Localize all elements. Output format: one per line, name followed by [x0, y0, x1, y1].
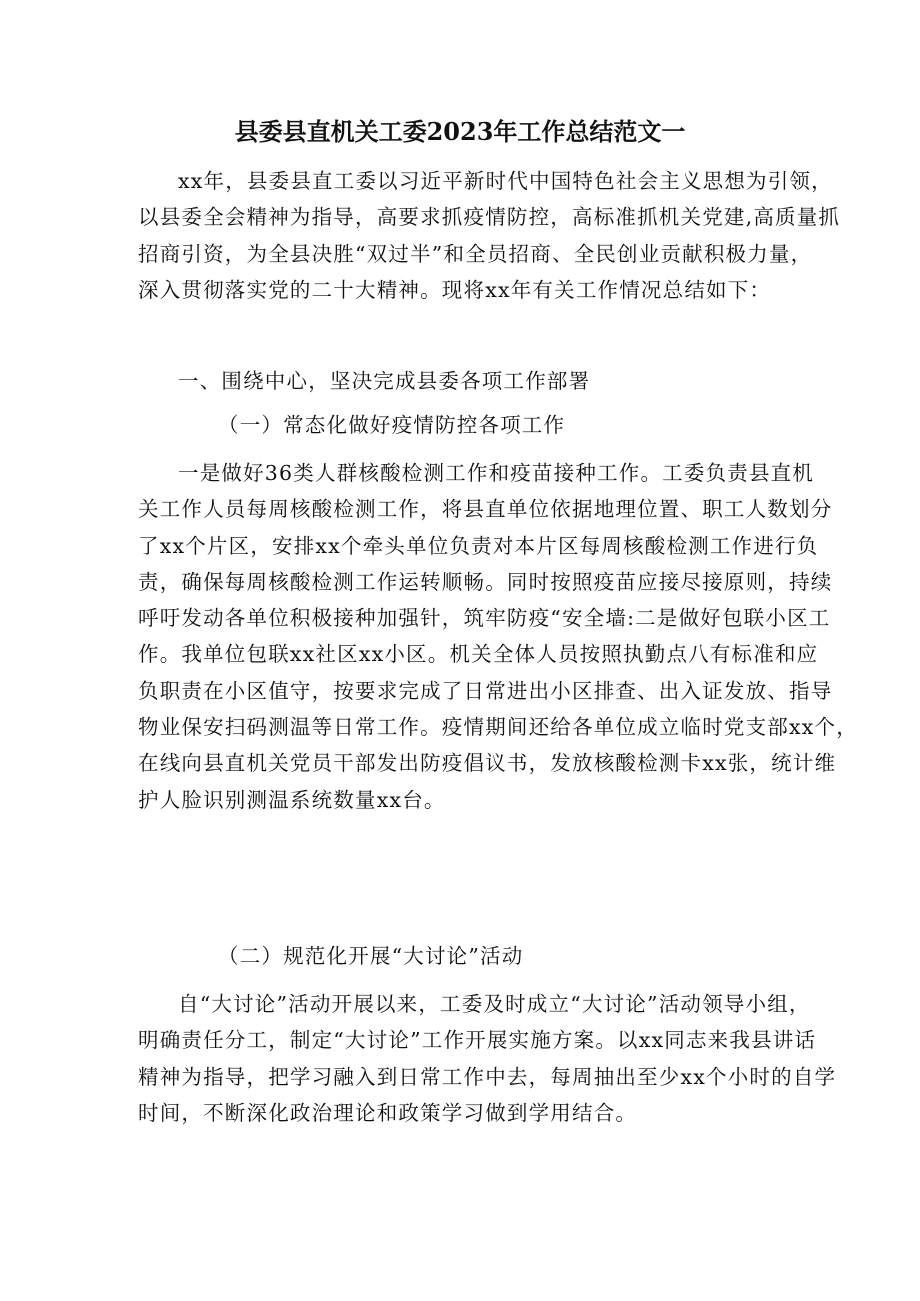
paragraph-line: 以县委全会精神为指导，高要求抓疫情防控，高标准抓机关党建,高质量抓	[138, 205, 841, 230]
paragraph-line: 关工作人员每周核酸检测工作，将县直单位依据地理位置、职工人数划分	[138, 497, 833, 522]
paragraph-line: 招商引资，为全县决胜“双过半”和全员招商、全民创业贡献积极力量，	[138, 241, 813, 266]
paragraph-line: 物业保安扫码测温等日常工作。疫情期间还给各单位成立临时党支部xx个，	[138, 715, 858, 740]
paragraph-line: 护人脸识别测温系统数量xx台。	[138, 787, 446, 812]
paragraph-line: 了xx个片区，安排xx个牵头单位负责对本片区每周核酸检测工作进行负	[138, 533, 819, 558]
section-heading-1	[138, 363, 786, 399]
paragraph-line: 时间，不断深化政治理论和政策学习做到学用结合。	[138, 1100, 638, 1125]
subsection-heading-text: （一）常态化做好疫情防控各项工作	[218, 413, 566, 437]
paragraph-line: 深入贯彻落实党的二十大精神。现将xx年有关工作情况总结如下：	[138, 277, 772, 302]
subsection-heading-1	[138, 407, 786, 443]
paragraph-line: 负职责在小区值守，按要求完成了日常进出小区排查、出入证发放、指导	[138, 678, 833, 703]
subsection-heading-2	[138, 938, 786, 974]
paragraph-line: 自“大讨论”活动开展以来，工委及时成立“大讨论”活动领导小组，	[178, 992, 811, 1016]
paragraph-line: 呼吁发动各单位积极接种加强针，筑牢防疫“安全墙:二是做好包联小区工	[138, 606, 831, 631]
paragraph-line: 责，确保每周核酸检测工作运转顺畅。同时按照疫苗应接尽接原则，持续	[138, 569, 833, 594]
paragraph-line: xx年，县委县直工委以习近平新时代中国特色社会主义思想为引领，	[178, 169, 833, 193]
paragraph-line: 明确责任分工，制定“大讨论”工作开展实施方案。以xx同志来我县讲话	[138, 1028, 817, 1053]
section-heading-text: 一、围绕中心，坚决完成县委各项工作部署	[178, 369, 591, 393]
paragraph-line: 在线向县直机关党员干部发出防疫倡议书，发放核酸检测卡xx张，统计维	[138, 751, 837, 776]
paragraph-line: 作。我单位包联xx社区xx小区。机关全体人员按照执勤点八有标准和应	[138, 642, 819, 667]
document-title: 县委县直机关工委2023年工作总结范文一	[234, 117, 686, 146]
paragraph-line: 精神为指导，把学习融入到日常工作中去，每周抽出至少xx个小时的自学	[138, 1064, 837, 1089]
discussion-activity-paragraph	[138, 986, 837, 1131]
subsection-heading-text: （二）规范化开展“大讨论”活动	[218, 944, 524, 968]
intro-paragraph	[138, 163, 841, 308]
paragraph-line: 一是做好36类人群核酸检测工作和疫苗接种工作。工委负责县直机	[178, 461, 815, 485]
epidemic-control-paragraph	[138, 455, 858, 818]
